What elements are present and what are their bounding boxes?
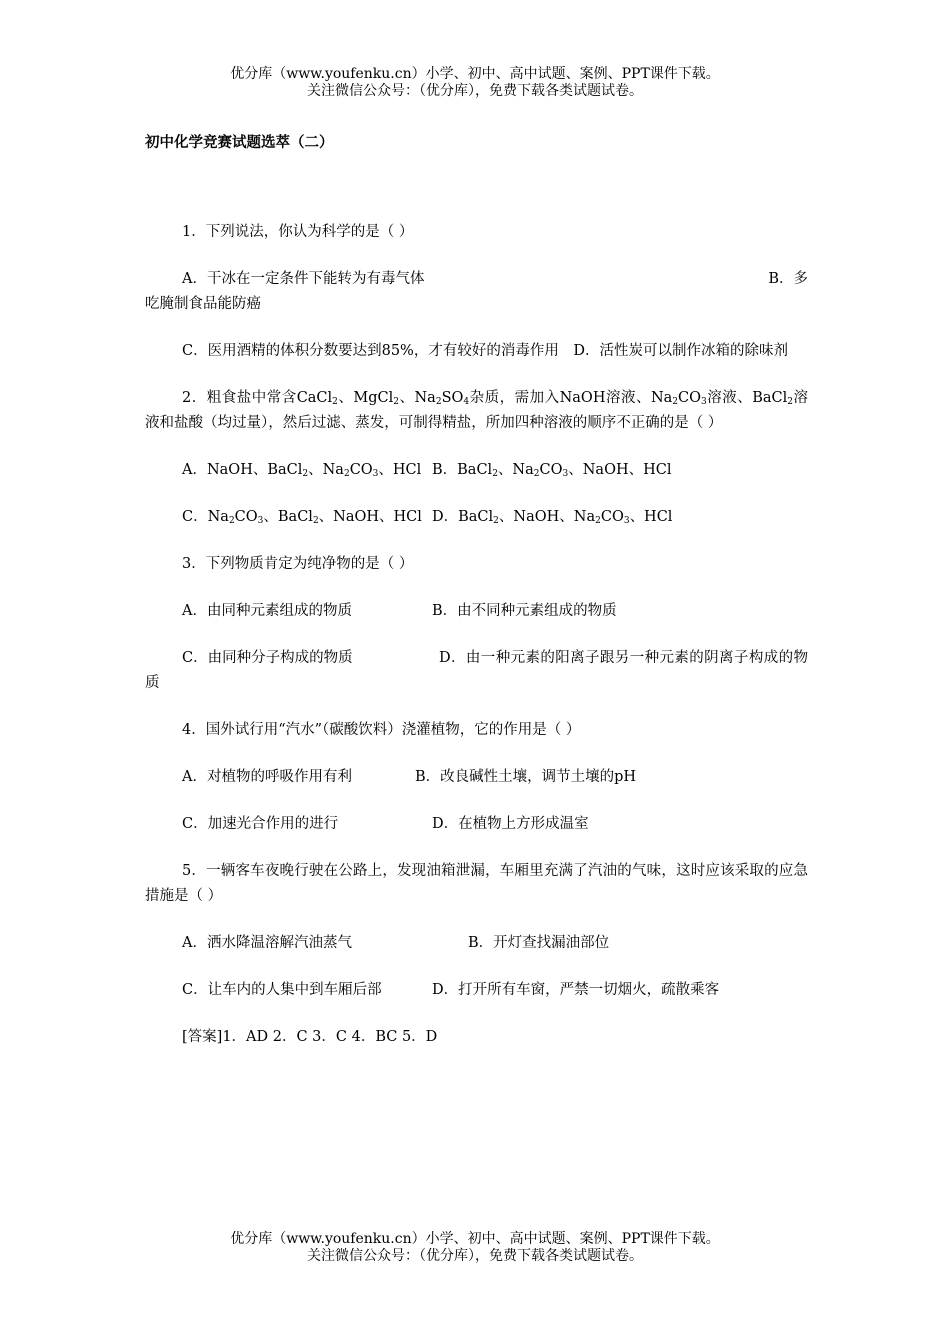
page-footer (0, 1231, 950, 1265)
question-2-options-ab (145, 458, 808, 483)
page-header (0, 66, 950, 100)
q4-option-a: A．对植物的呼吸作用有利 (182, 769, 352, 785)
footer-line-1: 优分库（www.youfenku.cn）小学、初中、高中试题、案例、PPT课件下载。 (230, 1231, 720, 1247)
question-4-options-ab (145, 765, 808, 790)
document-body (145, 220, 808, 1072)
q5-option-b: B．开灯查找漏油部位 (468, 935, 610, 951)
question-4-options-cd (145, 812, 808, 837)
question-2-stem: 2．粗食盐中常含CaCl$_2$、MgCl$_2$、$Na_2SO_4$杂质，需加入NaOH溶液、$Na_2CO_3$溶液、BaCl$_2$溶液和盐酸（均过量），然后过滤、蒸发，可制得精盐，所加四种溶液的顺序不正确的是（ ） (145, 390, 808, 431)
question-3-options-cd (145, 646, 808, 696)
q4-option-b: B．改良碱性土壤，调节土壤的pH (415, 769, 637, 785)
question-1-stem: 1．下列说法，你认为科学的是（ ） (182, 224, 414, 240)
q3-option-b: B．由不同种元素组成的物质 (432, 603, 617, 619)
q1-option-a: A．干冰在一定条件下能转为有毒气体 (182, 271, 425, 287)
q2-option-c: C．$Na_2CO_3$、BaCl$_2$、NaOH、HCl (182, 509, 422, 526)
q3-option-a: A．由同种元素组成的物质 (182, 603, 352, 619)
q4-option-d: D．在植物上方形成温室 (432, 816, 589, 832)
question-1-options-cd: C．医用酒精的体积分数要达到85%，才有较好的消毒作用 D．活性炭可以制作冰箱的除味剂 (182, 343, 788, 359)
q2-option-a: A．NaOH、BaCl$_2$、$Na_2CO_3$、HCl (182, 462, 422, 479)
question-5-stem: 5．一辆客车夜晚行驶在公路上，发现油箱泄漏，车厢里充满了汽油的气味，这时应该采取的应急措施是（ ） (145, 863, 808, 904)
question-5-options-ab (145, 931, 808, 956)
q2-option-d: D．BaCl$_2$、NaOH、$Na_2CO_3$、HCl (432, 509, 673, 526)
question-2-options-cd (145, 505, 808, 530)
question-5-options-cd (145, 978, 808, 1003)
question-1-options-ab (145, 267, 808, 317)
answer-key: [答案]1．AD 2．C 3．C 4．BC 5．D (182, 1029, 438, 1045)
q1-option-b-head: B．多 (768, 271, 808, 287)
q5-option-c: C．让车内的人集中到车厢后部 (182, 982, 382, 998)
question-4-stem: 4．国外试行用“汽水”（碳酸饮料）浇灌植物，它的作用是（ ） (182, 722, 581, 738)
question-3-options-ab (145, 599, 808, 624)
document-title: 初中化学竞赛试题选萃（二） (145, 134, 334, 151)
q1-option-b-tail: 吃腌制食品能防癌 (145, 296, 261, 312)
header-line-1: 优分库（www.youfenku.cn）小学、初中、高中试题、案例、PPT课件下载。 (230, 66, 720, 82)
q5-option-a: A．洒水降温溶解汽油蒸气 (182, 935, 352, 951)
question-3-stem: 3．下列物质肯定为纯净物的是（ ） (182, 556, 414, 572)
header-line-2: 关注微信公众号：（优分库），免费下载各类试题试卷。 (307, 83, 643, 99)
q5-option-d: D．打开所有车窗，严禁一切烟火，疏散乘客 (432, 982, 720, 998)
footer-line-2: 关注微信公众号：（优分库），免费下载各类试题试卷。 (307, 1248, 643, 1264)
q3-option-c: C．由同种分子构成的物质 (182, 650, 353, 666)
q2-option-b: B．BaCl$_2$、$Na_2CO_3$、NaOH、HCl (432, 462, 672, 479)
q4-option-c: C．加速光合作用的进行 (182, 816, 339, 832)
q3-option-d: D．由一种元素的阳离子跟另一种元素的阴离子构成的物质 (145, 650, 808, 691)
